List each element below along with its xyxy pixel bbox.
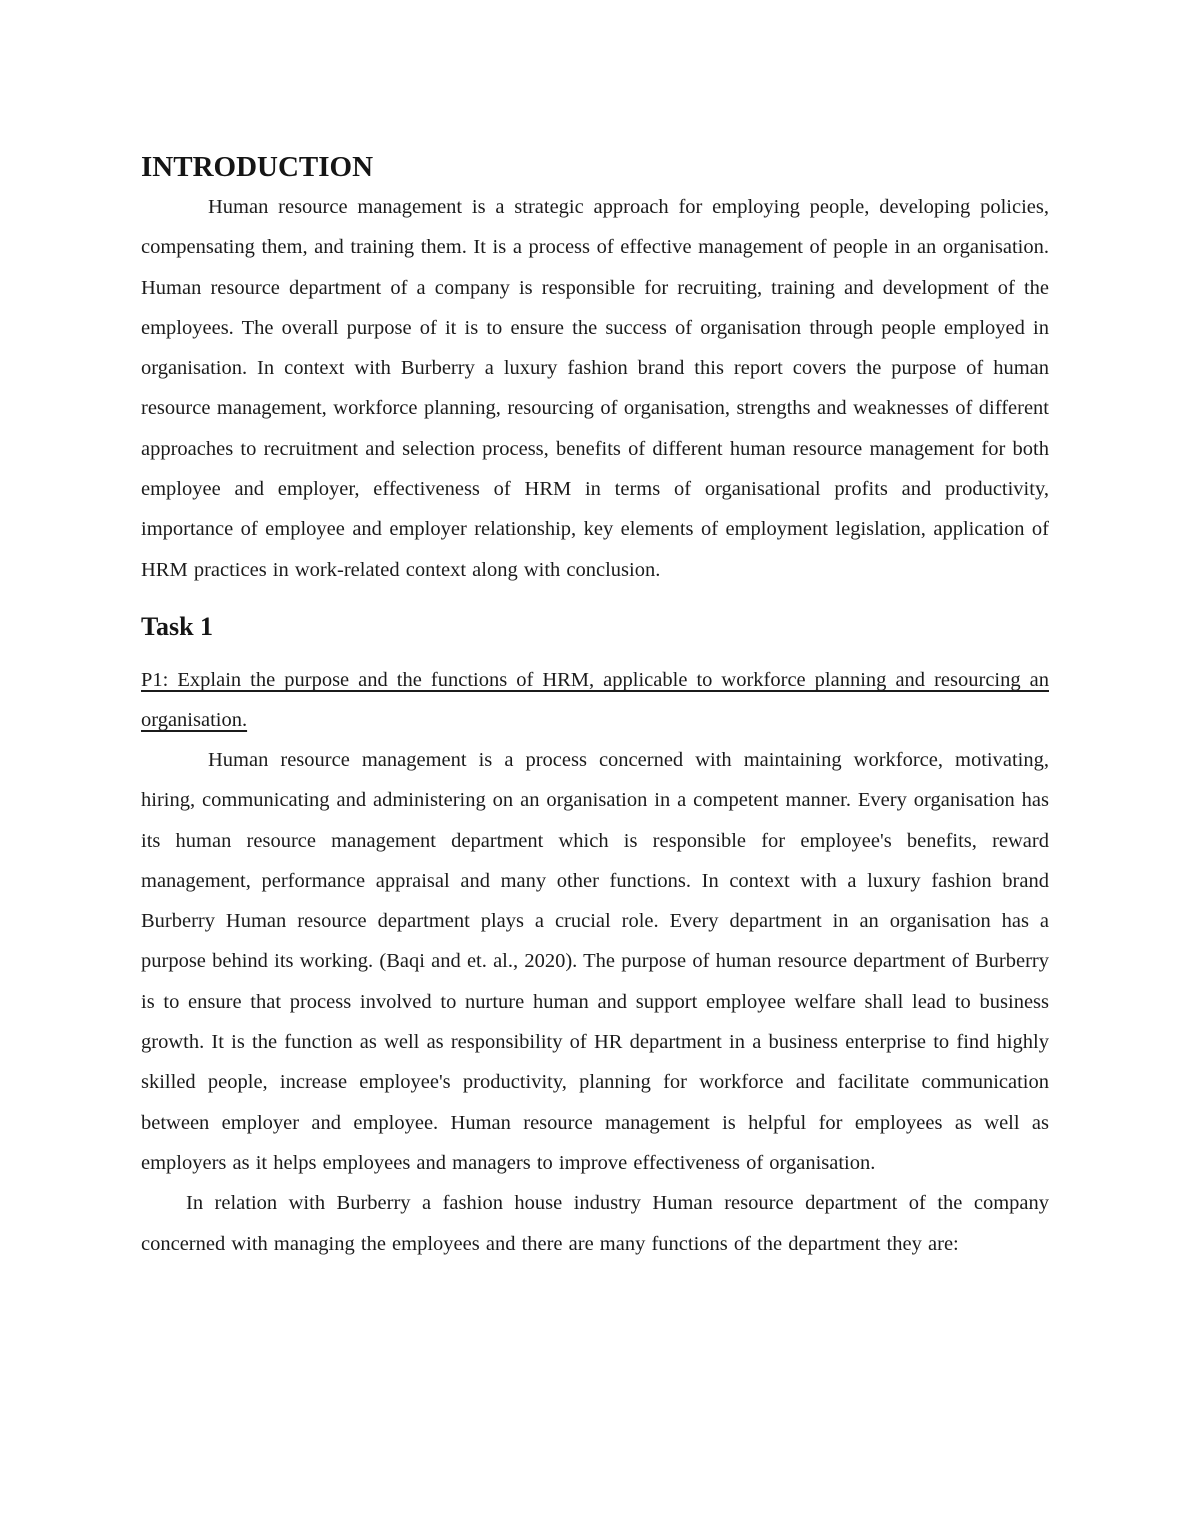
- p1-subheading: P1: Explain the purpose and the functions of HRM, applicable to workforce planning and resourcing an organisation.: [141, 668, 1049, 731]
- p1-body-paragraph: Human resource management is a process concerned with maintaining workforce, motivating, hiring, communicating and administering on an organisation in a competent manner. Every organisation has its human resource management department which is responsible for employee's benefits, reward management, performance appraisal and many other functions. In context with a luxury fashion brand Burberry Human resource department plays a crucial role. Every department in an organisation has a purpose behind its working. (Baqi and et. al., 2020). The purpose of human resource department of Burberry is to ensure that process involved to nurture human and support employee welfare shall lead to business growth. It is the function as well as responsibility of HR department in a business enterprise to find highly skilled people, increase employee's productivity, planning for workforce and facilitate communication between employer and employee. Human resource management is helpful for employees as well as employers as it helps employees and managers to improve effectiveness of organisation.: [141, 748, 1049, 1174]
- introduction-paragraph: Human resource management is a strategic approach for employing people, developing policies, compensating them, and training them. It is a process of effective management of people in an organisation. Human resource department of a company is responsible for recruiting, training and development of the employees. The overall purpose of it is to ensure the success of organisation through people employed in organisation. In context with Burberry a luxury fashion brand this report covers the purpose of human resource management, workforce planning, resourcing of organisation, strengths and weaknesses of different approaches to recruitment and selection process, benefits of different human resource management for both employee and employer, effectiveness of HRM in terms of organisational profits and productivity, importance of employee and employer relationship, key elements of employment legislation, application of HRM practices in work-related context along with conclusion.: [141, 196, 1049, 581]
- p1-functions-intro-paragraph: In relation with Burberry a fashion house industry Human resource department of the company concerned with managing the employees and there are many functions of the department they are:: [141, 1192, 1049, 1255]
- introduction-heading: INTRODUCTION: [141, 151, 374, 183]
- task1-heading: Task 1: [141, 611, 214, 641]
